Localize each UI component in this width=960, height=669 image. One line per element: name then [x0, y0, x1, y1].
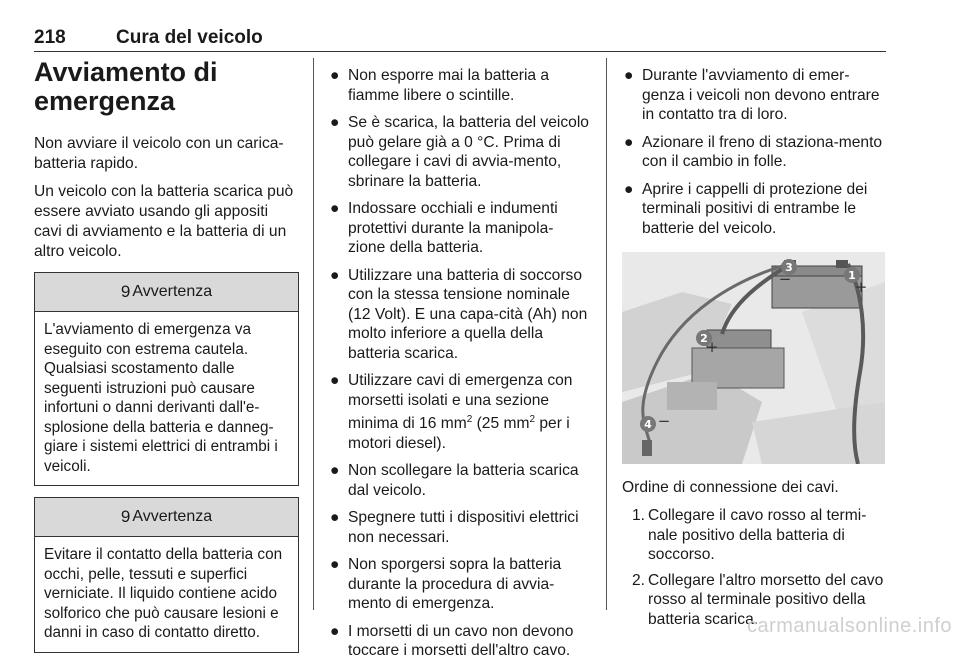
bullet-icon: ●: [330, 509, 340, 527]
warning-box-2: [34, 497, 299, 653]
callout-3: 3: [785, 261, 793, 274]
jump-start-illustration: [622, 252, 885, 464]
bullet-icon: ●: [624, 133, 634, 151]
connection-order-title: Ordine di connessione dei cavi.: [622, 479, 839, 496]
warning-header-1: [35, 273, 298, 312]
section-title: Cura del veicolo: [116, 27, 263, 48]
battery-cable-diagram: [622, 252, 885, 464]
warning-title-2: Avvertenza: [132, 508, 213, 525]
callout-4: 4: [644, 418, 652, 431]
list-item: ● Non scollegare la batteria scarica dal veicolo.: [330, 462, 579, 499]
list-item: ● Utilizzare una batteria di soccorso con la stessa tensione nominale (12 Volt). E una capa-cità (Ah) non molto inferiore a quella della batteria scarica.: [330, 266, 588, 362]
list-item: ● Utilizzare cavi di emergenza con morsetti isolati e una sezione minima di 16 $mm^2$ (25 $mm^2$ per i motori diesel).: [330, 372, 573, 452]
list-item: ● Se è scarica, la batteria del veicolo può gelare già a 0 °C. Prima di collegare i cavi di avvia-mento, sbrinare la batteria.: [330, 114, 589, 190]
list-item: 2. Collegare l'altro morsetto del cavo rosso al terminale positivo della batteria scarica.: [632, 571, 884, 628]
paragraph-jump-start: Un veicolo con la batteria scarica può essere avviato usando gli appositi cavi di avviamento e la batteria di un altro veicolo.: [34, 183, 294, 260]
list-item: 1. Collegare il cavo rosso al termi-nale positivo della batteria di soccorso.: [632, 507, 867, 563]
bullet-icon: ●: [330, 266, 340, 284]
minus-symbol: −: [657, 412, 671, 430]
list-item: ● Non esporre mai la batteria a fiamme libere o scintille.: [330, 67, 550, 104]
column-divider-1: [313, 58, 314, 610]
warning-box-1: [34, 272, 299, 486]
list-item: ● Indossare occhiali e indumenti protettivi durante la manipola-zione della batteria.: [330, 200, 558, 256]
bullet-icon: ●: [330, 622, 340, 640]
page-header: [34, 23, 886, 52]
column-3: [622, 66, 886, 635]
list-item: ● I morsetti di un cavo non devono toccare i morsetti dell'altro cavo.: [330, 622, 574, 660]
heading-title: Avviamento di emergenza: [34, 57, 218, 116]
bullet-icon: ●: [624, 67, 634, 84]
column-1: [34, 58, 299, 653]
bullet-icon: ●: [330, 114, 340, 131]
list-item: ● Aprire i cappelli di protezione dei terminali positivi di entrambe le batterie del veicolo.: [624, 180, 868, 237]
page-number: 218: [34, 27, 66, 48]
bullet-icon: ●: [330, 200, 340, 217]
list-item: ● Azionare il freno di staziona-mento con il cambio in folle.: [624, 133, 883, 170]
callout-1: 1: [848, 269, 856, 282]
list-item: ● Spegnere tutti i dispositivi elettrici non necessari.: [330, 509, 579, 546]
warning-title-1: Avvertenza: [132, 283, 213, 300]
warning-text-2: Evitare il contatto della batteria con occhi, pelle, tessuti e superfici verniciate. Il liquido contiene acido solforico che può causare lesioni e danni in caso di contatto diretto.: [44, 546, 283, 641]
warning-text-1: L'avviamento di emergenza va eseguito con estrema cautela. Qualsiasi scostamento dalle seguenti istruzioni può causare infortuni o danni derivanti dall'e-splosione della batteria e danneg-giare i sistemi elettrici di entrambi i veicoli.: [44, 321, 278, 475]
list-item: ● Durante l'avviamento di emer-genza i veicoli non devono entrare in contatto tra di loro.: [624, 67, 880, 123]
preparation-list: [622, 66, 886, 238]
callout-2: 2: [700, 332, 708, 345]
column-divider-2: [606, 58, 607, 610]
column-2: [328, 66, 590, 669]
bullet-icon: ●: [330, 372, 340, 389]
watermark: carmanualsonline.info: [746, 615, 952, 637]
bullet-icon: ●: [330, 556, 340, 574]
bullet-icon: ●: [330, 462, 340, 480]
minus-symbol: −: [778, 270, 792, 288]
plus-symbol: +: [705, 338, 719, 356]
bullet-icon: ●: [330, 67, 340, 84]
precautions-list: [328, 66, 590, 661]
paragraph-fast-charger: Non avviare il veicolo con un carica-batteria rapido.: [34, 135, 284, 172]
warning-header-2: [35, 498, 298, 537]
connection-steps: [632, 506, 886, 629]
list-item: ● Non sporgersi sopra la batteria durante la procedura di avvia-mento di emergenza.: [330, 556, 562, 613]
warning-triangle-icon: 9: [120, 507, 131, 526]
warning-triangle-icon: 9: [120, 282, 131, 301]
bullet-icon: ●: [624, 180, 634, 198]
plus-symbol: +: [854, 278, 868, 296]
